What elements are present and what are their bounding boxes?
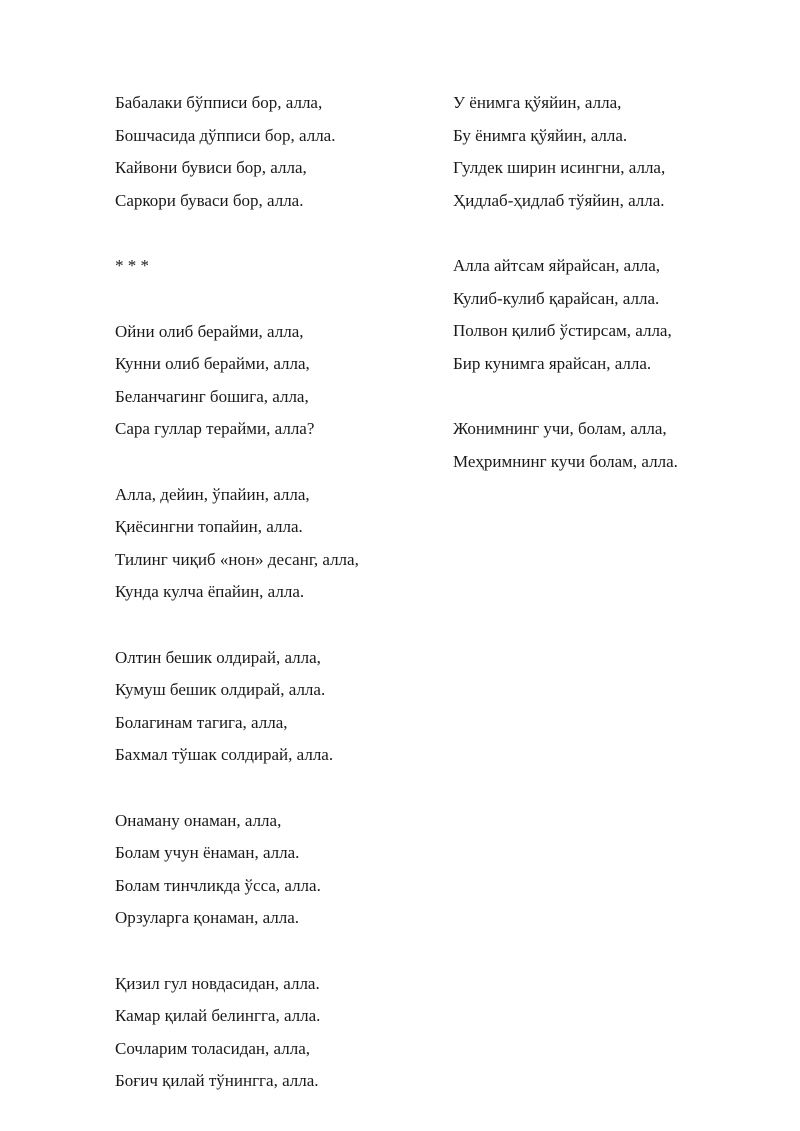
verse-line: Жонимнинг учи, болам, алла, <box>453 419 667 438</box>
verse-line: Бошчасида дўпписи бор, алла. <box>115 125 336 145</box>
verse-line: У ёнимга қўяйин, алла, <box>453 93 622 112</box>
verse-line: Гулдек ширин исингни, алла, <box>453 158 666 177</box>
verse-line: Болам учун ёнаман, алла. <box>115 843 300 862</box>
section-separator <box>115 250 435 283</box>
left-column <box>115 87 435 1131</box>
verse-line: Болам тинчликда ўсса, алла. <box>115 875 321 895</box>
verse-line: Онаману онаман, алла, <box>115 810 282 830</box>
verse-line: Қиёсингни топайин, алла. <box>115 517 303 536</box>
verse-line: Саркори буваси бор, алла. <box>115 190 304 210</box>
verse-line: Кумуш бешик олдирай, алла. <box>115 680 326 699</box>
verse-line: Кулиб-кулиб қарайсан, алла. <box>453 288 660 308</box>
verse-line: Бир кунимга ярайсан, алла. <box>453 353 652 373</box>
verse-line: Бабалаки бўпписи бор, алла, <box>115 93 323 112</box>
verse-line: Алла, дейин, ўпайин, алла, <box>115 484 310 504</box>
verse-line: Олтин бешик олдирай, алла, <box>115 647 321 667</box>
verse-line: Бахмал тўшак солдирай, алла. <box>115 745 334 764</box>
stanza <box>453 413 773 478</box>
stanza <box>115 87 435 217</box>
verse-line: Ҳидлаб-ҳидлаб тўяйин, алла. <box>453 190 665 210</box>
verse-line: Беланчагинг бошига, алла, <box>115 386 309 406</box>
stanza <box>115 316 435 446</box>
verse-line: Сочларим толасидан, алла, <box>115 1038 310 1058</box>
verse-line: Сара гуллар терайми, алла? <box>115 419 315 438</box>
stanza <box>453 87 773 217</box>
stanza <box>115 642 435 772</box>
stanza <box>115 479 435 609</box>
verse-line: Камар қилай белингга, алла. <box>115 1006 321 1025</box>
stanza <box>115 968 435 1098</box>
verse-line: Орзуларга қонаман, алла. <box>115 908 300 927</box>
asterism: * * * <box>115 256 149 275</box>
verse-line: Кунда кулча ёпайин, алла. <box>115 582 305 601</box>
verse-line: Алла айтсам яйрайсан, алла, <box>453 256 661 275</box>
verse-line: Тилинг чиқиб «нон» десанг, алла, <box>115 549 359 569</box>
verse-line: Болагинам тагига, алла, <box>115 712 288 732</box>
verse-line: Боғич қилай тўнингга, алла. <box>115 1071 319 1090</box>
verse-line: Меҳримнинг кучи болам, алла. <box>453 451 678 471</box>
verse-line: Ойни олиб берайми, алла, <box>115 321 304 341</box>
verse-line: Кунни олиб берайми, алла, <box>115 354 310 373</box>
stanza <box>453 250 773 380</box>
verse-line: Полвон қилиб ўстирсам, алла, <box>453 321 672 340</box>
right-column <box>453 87 773 511</box>
verse-line: Бу ёнимга қўяйин, алла. <box>453 125 628 145</box>
verse-line: Кайвони бувиси бор, алла, <box>115 158 307 177</box>
stanza <box>115 805 435 935</box>
verse-line: Қизил гул новдасидан, алла. <box>115 973 320 993</box>
